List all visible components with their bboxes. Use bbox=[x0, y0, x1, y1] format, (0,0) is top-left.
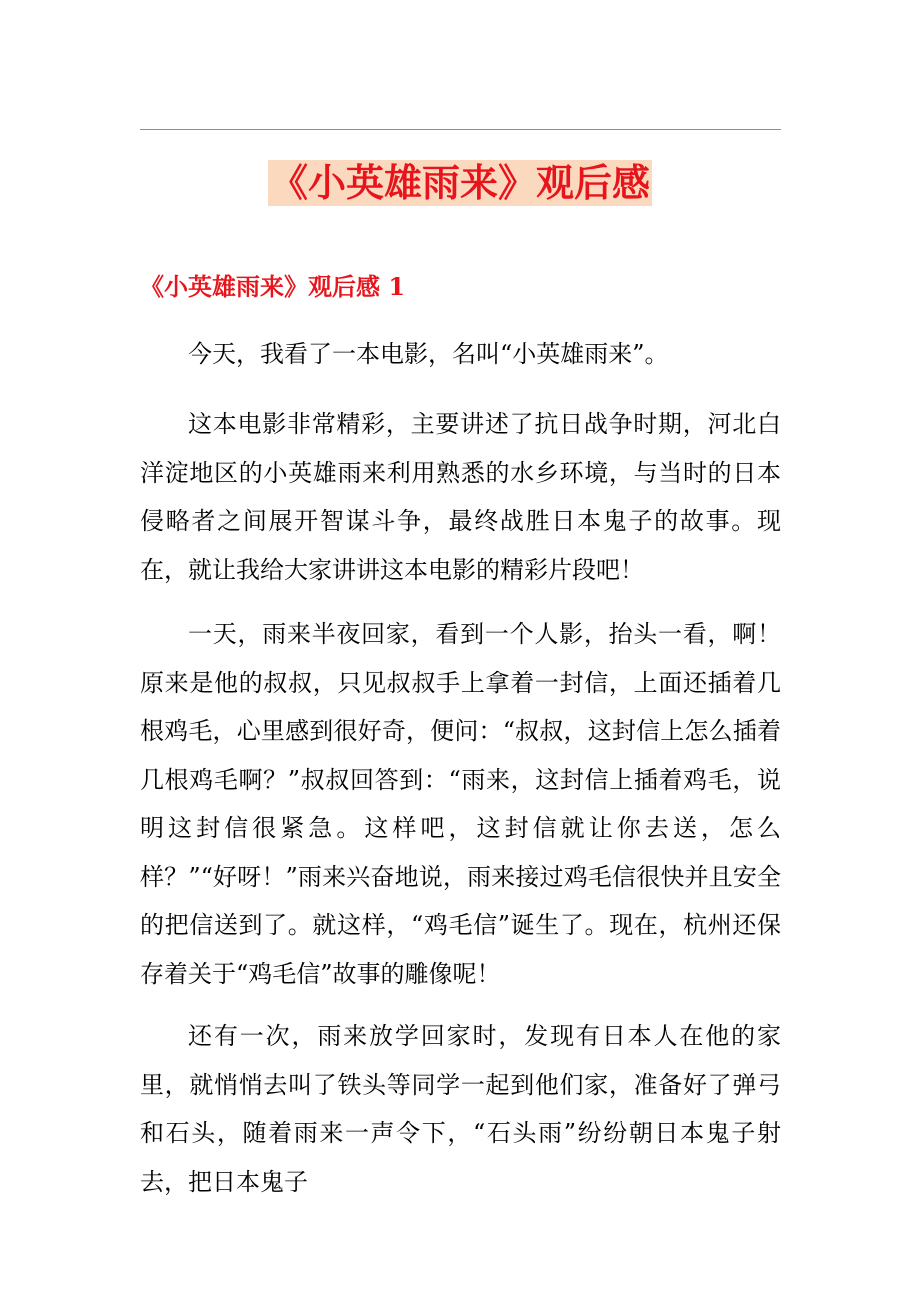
paragraph-3: 一天，雨来半夜回家，看到一个人影，抬头一看，啊！原来是他的叔叔，只见叔叔手上拿着一封信，上面还插着几根鸡毛，心里感到很好奇，便问：“叔叔，这封信上怎么插着几根鸡毛啊？”叔叔回答到：“雨来，这封信上插着鸡毛，说明这封信很紧急。这样吧，这封信就让你去送，怎么样？”“好呀！”雨来兴奋地说，雨来接过鸡毛信很快并且安全的把信送到了。就这样，“鸡毛信”诞生了。现在，杭州还保存着关于“鸡毛信”故事的雕像呢！ bbox=[140, 620, 781, 988]
header-rule bbox=[140, 129, 781, 130]
section-heading: 《小英雄雨来》观后感 1 bbox=[140, 272, 406, 301]
paragraph-1: 今天，我看了一本电影，名叫“小英雄雨来”。 bbox=[188, 340, 669, 368]
paragraph-2: 这本电影非常精彩，主要讲述了抗日战争时期，河北白洋淀地区的小英雄雨来利用熟悉的水乡环境，与当时的日本侵略者之间展开智谋斗争，最终战胜日本鬼子的故事。现在，就让我给大家讲讲这本电影的精彩片段吧！ bbox=[140, 410, 781, 584]
page-title: 《小英雄雨来》观后感 bbox=[269, 160, 650, 205]
title-container bbox=[0, 160, 920, 206]
paragraph-4: 还有一次，雨来放学回家时，发现有日本人在他的家里，就悄悄去叫了铁头等同学一起到他们家，准备好了弹弓和石头，随着雨来一声令下，“石头雨”纷纷朝日本鬼子射去，把日本鬼子 bbox=[140, 1022, 781, 1196]
